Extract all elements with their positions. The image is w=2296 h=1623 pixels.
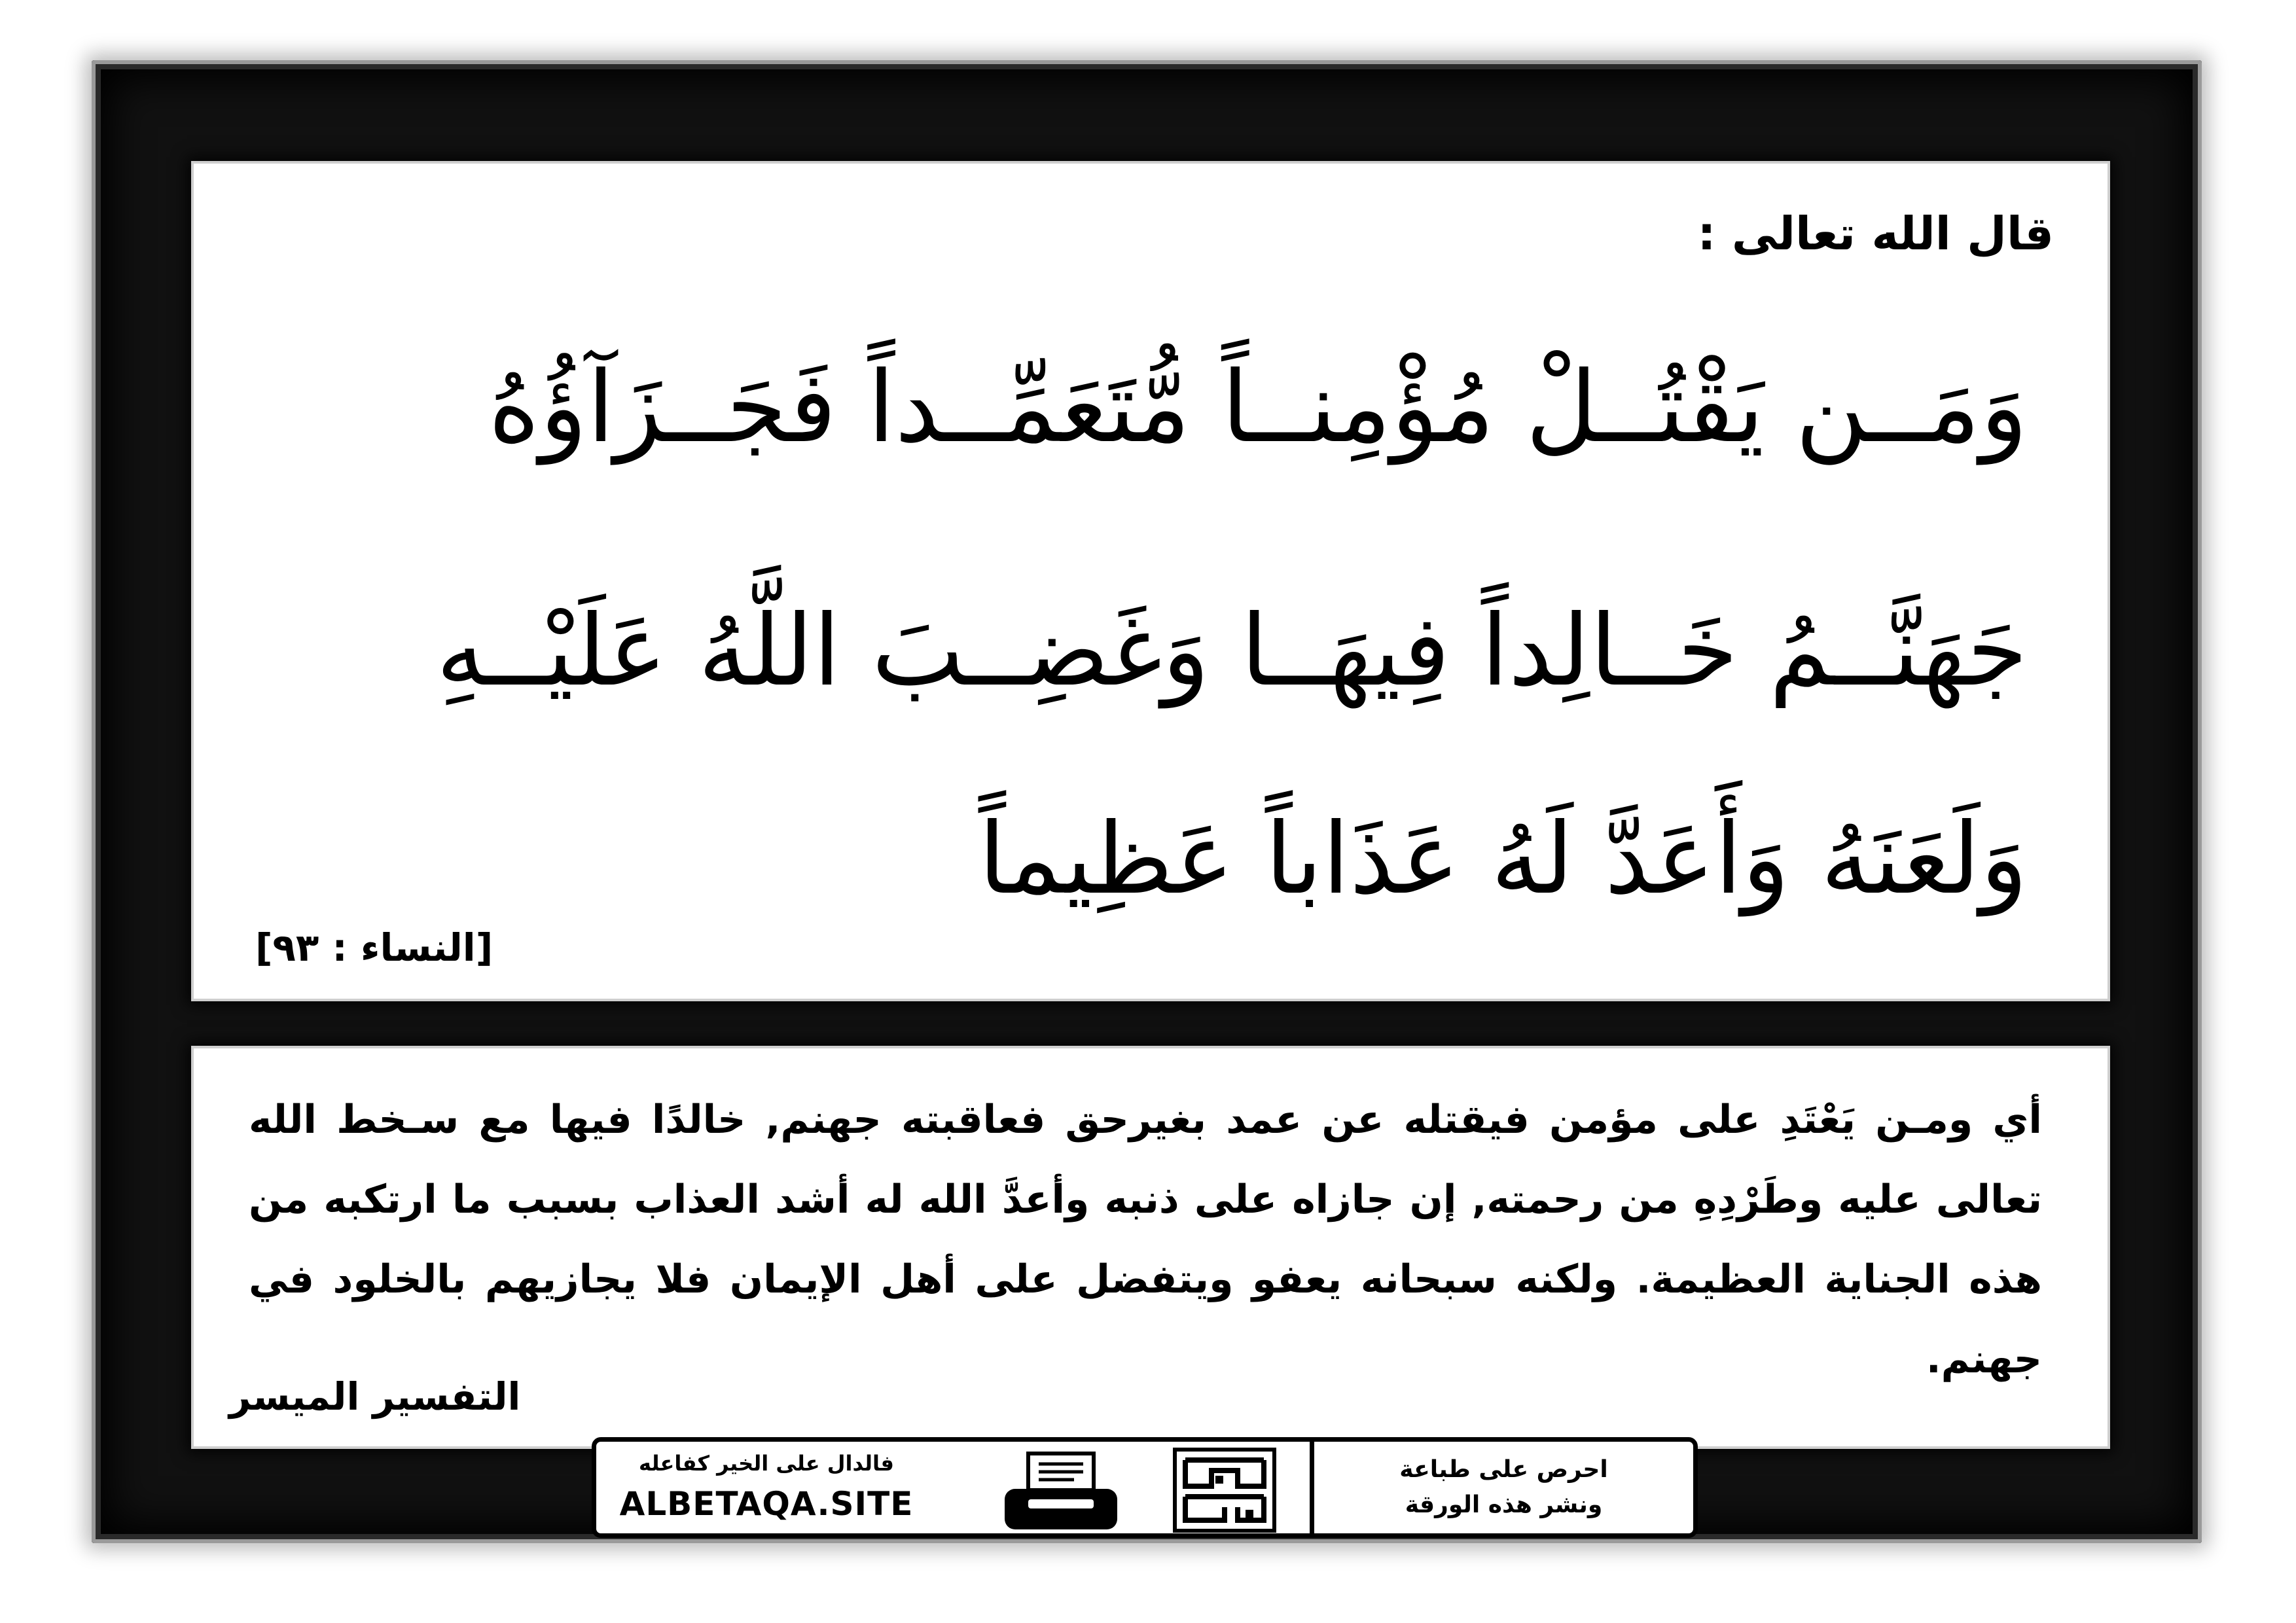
verse-line-1: وَمَــن يَقْتُــلْ مُؤْمِنــاً مُّتَعَمِّــداً فَجَــزَآؤُهُ bbox=[488, 351, 2028, 465]
verse-line-3: وَلَعَنَهُ وَأَعَدَّ لَهُ عَذَاباً عَظِيماً bbox=[978, 802, 2028, 916]
kufic-logo bbox=[1172, 1447, 1277, 1533]
banner-motto: فالدال على الخير كفاعله bbox=[639, 1451, 894, 1476]
printer-icon bbox=[1002, 1451, 1120, 1532]
footer-banner bbox=[592, 1437, 1698, 1538]
banner-call-cell bbox=[1310, 1442, 1693, 1533]
banner-call-line1: احرص على طباعة bbox=[1399, 1456, 1608, 1483]
banner-website-cell bbox=[596, 1442, 963, 1533]
tafsir-text: أي ومـن يَعْتَدِ على مؤمن فيقتله عن عمد بغيرحق فعاقبته جهنم, خالدًا فيها مع سـخط الله تعالى عليه وطَرْدِهِ من رحمته, إن جازاه على ذنبه وأعدَّ الله له أشد العذاب بسبب ما ارتكبه من هذه الجناية العظيمة. ولكنه سبحانه يعفو ويتفضل على أهل الإيمان فلا يجازيهم بالخلود في جهنم. bbox=[249, 1097, 2042, 1382]
verse-intro: قال الله تعالى : bbox=[1697, 207, 2054, 260]
banner-call-line2: ونشر هذه الورقة bbox=[1405, 1491, 1603, 1518]
tafsir-source: التفسير الميسر bbox=[229, 1374, 521, 1419]
verse-line-2: جَهَنَّــمُ خَــالِداً فِيهَــا وَغَضِــبَ اللَّهُ عَلَيْــهِ bbox=[436, 594, 2028, 708]
verse-reference: [النساء : ٩٣] bbox=[255, 925, 493, 970]
website-link[interactable]: ALBETAQA.SITE bbox=[619, 1485, 914, 1523]
